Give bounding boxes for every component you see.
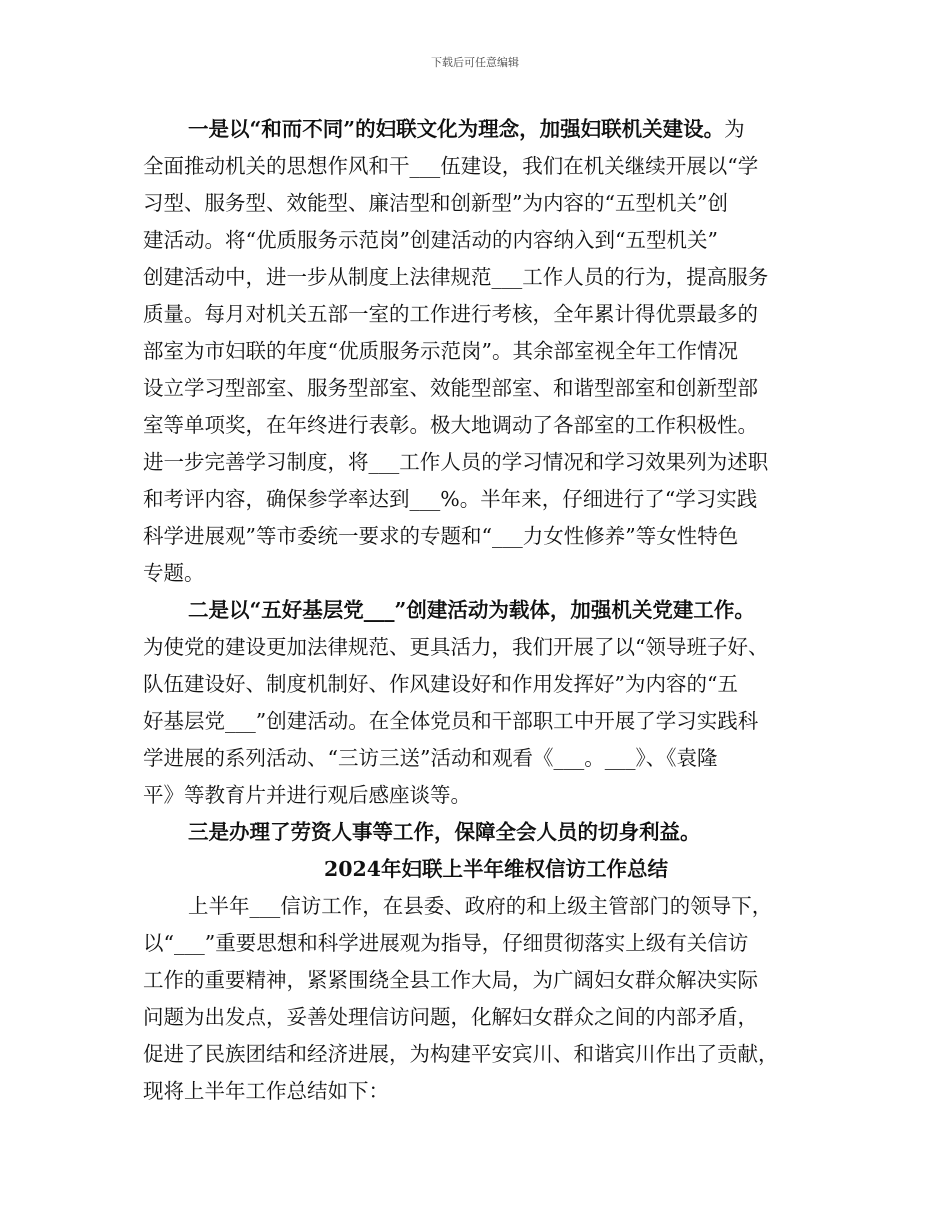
paragraph-line [188, 115, 745, 143]
paragraph-line: 学进展的系列活动、“三访三送”活动和观看《___。___》、《袁隆 [143, 746, 718, 770]
section-title [324, 855, 668, 883]
paragraph-line: 队伍建设好、制度机制好、作风建设好和作用发挥好”为内容的“五 [143, 672, 738, 696]
paragraph-line: 上半年___信访工作，在县委、政府的和上级主管部门的领导下， [188, 894, 773, 918]
paragraph-line: 专题。 [143, 561, 205, 585]
paragraph-line: 全面推动机关的思想作风和干___伍建设，我们在机关继续开展以“学 [143, 154, 759, 178]
paragraph-line: 部室为市妇联的年度“优质服务示范岗”。其余部室视全年工作情况 [143, 339, 738, 363]
paragraph-line: 设立学习型部室、服务型部室、效能型部室、和谐型部室和创新型部 [143, 376, 758, 400]
paragraph-line: 现将上半年工作总结如下： [143, 1079, 389, 1103]
paragraph-line: 建活动。将“优质服务示范岗”创建活动的内容纳入到“五型机关” [143, 228, 718, 252]
paragraph-line: 工作的重要精神，紧紧围绕全县工作大局，为广阔妇女群众解决实际 [143, 968, 758, 992]
paragraph-line: 室等单项奖，在年终进行表彰。极大地调动了各部室的工作积极性。 [143, 413, 758, 437]
page-header: 下载后可任意编辑 [431, 56, 519, 69]
paragraph-line: 促进了民族团结和经济进展，为构建平安宾川、和谐宾川作出了贡献， [143, 1042, 779, 1066]
bold-heading: 一是以“和而不同”的妇联文化为理念，加强妇联机关建设。 [188, 117, 725, 141]
title-text: 2024年妇联上半年维权信访工作总结 [324, 857, 669, 881]
paragraph-line: 平》等教育片并进行观后感座谈等。 [143, 783, 471, 807]
paragraph-line: 为使党的建设更加法律规范、更具活力，我们开展了以“领导班子好、 [143, 635, 769, 659]
paragraph-line: 质量。每月对机关五部一室的工作进行考核，全年累计得优票最多的 [143, 302, 758, 326]
paragraph-line: 科学进展观”等市委统一要求的专题和“___力女性修养”等女性特色 [143, 524, 739, 548]
bold-heading: 二是以“五好基层党___”创建活动为载体，加强机关党建工作。 [188, 598, 755, 622]
paragraph-line: 问题为出发点，妥善处理信访问题，化解妇女群众之间的内部矛盾， [143, 1005, 758, 1029]
bold-heading: 三是办理了劳资人事等工作，保障全会人员的切身利益。 [188, 820, 701, 844]
paragraph-line: 创建活动中，进一步从制度上法律规范___工作人员的行为，提高服务 [143, 265, 769, 289]
paragraph-line: 习型、服务型、效能型、廉洁型和创新型”为内容的“五型机关”创 [143, 191, 728, 215]
paragraph-line [188, 818, 701, 846]
paragraph-line [188, 596, 755, 624]
paragraph-line: 和考评内容，确保参学率达到___%。半年来，仔细进行了“学习实践 [143, 487, 758, 511]
paragraph-line: 好基层党___”创建活动。在全体党员和干部职工中开展了学习实践科 [143, 709, 759, 733]
paragraph-line: 以“___”重要思想和科学进展观为指导，仔细贯彻落实上级有关信访 [143, 931, 749, 955]
line-text: 为 [724, 117, 745, 141]
paragraph-line: 进一步完善学习制度，将___工作人员的学习情况和学习效果列为述职 [143, 450, 769, 474]
